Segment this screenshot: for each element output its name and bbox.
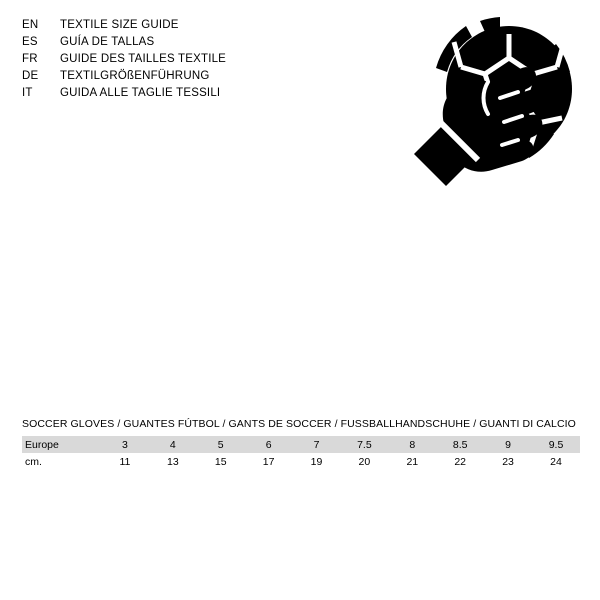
legend-row bbox=[22, 51, 352, 68]
table-cell: 3 bbox=[122, 438, 128, 451]
table-cell: 6 bbox=[265, 438, 272, 451]
table-cell: 7.5 bbox=[357, 438, 372, 451]
table-cell: 13 bbox=[166, 455, 179, 468]
legend-language-label: TEXTILE SIZE GUIDE bbox=[60, 19, 179, 31]
size-table bbox=[22, 436, 580, 470]
legend-row bbox=[22, 34, 352, 51]
table-cell: 20 bbox=[358, 455, 371, 468]
legend-row bbox=[22, 85, 352, 102]
table-cell: 22 bbox=[454, 455, 467, 468]
legend-language-code: IT bbox=[22, 87, 33, 99]
table-cell: 5 bbox=[217, 438, 224, 451]
table-cell: 24 bbox=[550, 455, 562, 468]
table-cell: 8 bbox=[409, 438, 416, 451]
legend-language-label: GUIDE DES TAILLES TEXTILE bbox=[60, 53, 227, 65]
language-legend bbox=[22, 17, 352, 102]
table-row bbox=[22, 453, 580, 470]
legend-row bbox=[22, 17, 352, 34]
legend-row bbox=[22, 68, 352, 85]
goalkeeper-glove-and-ball-icon bbox=[396, 8, 586, 193]
table-row bbox=[22, 436, 580, 453]
table-cell: 9 bbox=[505, 438, 511, 451]
legend-language-code: EN bbox=[22, 19, 39, 31]
legend-language-label: GUÍA DE TALLAS bbox=[60, 36, 155, 48]
table-cell: 11 bbox=[119, 455, 131, 468]
legend-language-label: TEXTILGRÖßENFÜHRUNG bbox=[60, 70, 210, 82]
row-header: Europe bbox=[25, 438, 59, 451]
legend-language-code: FR bbox=[22, 53, 38, 65]
table-cell: 19 bbox=[310, 455, 323, 468]
table-cell: 17 bbox=[262, 455, 275, 468]
legend-language-code: ES bbox=[22, 36, 38, 48]
legend-language-code: DE bbox=[22, 70, 39, 82]
table-cell: 15 bbox=[214, 455, 227, 468]
table-cell: 21 bbox=[406, 455, 419, 468]
table-cell: 8.5 bbox=[452, 438, 468, 451]
row-header: cm. bbox=[25, 455, 42, 468]
table-cell: 4 bbox=[169, 438, 176, 451]
legend-language-label: GUIDA ALLE TAGLIE TESSILI bbox=[60, 87, 221, 99]
size-table-section bbox=[22, 418, 580, 470]
size-table-title: SOCCER GLOVES / GUANTES FÚTBOL / GANTS DE SOCCER / FUSSBALLHANDSCHUHE / GUANTI DI CALCIO bbox=[22, 418, 576, 430]
table-cell: 9.5 bbox=[548, 438, 564, 451]
table-cell: 23 bbox=[502, 455, 514, 468]
table-cell: 7 bbox=[313, 438, 320, 451]
